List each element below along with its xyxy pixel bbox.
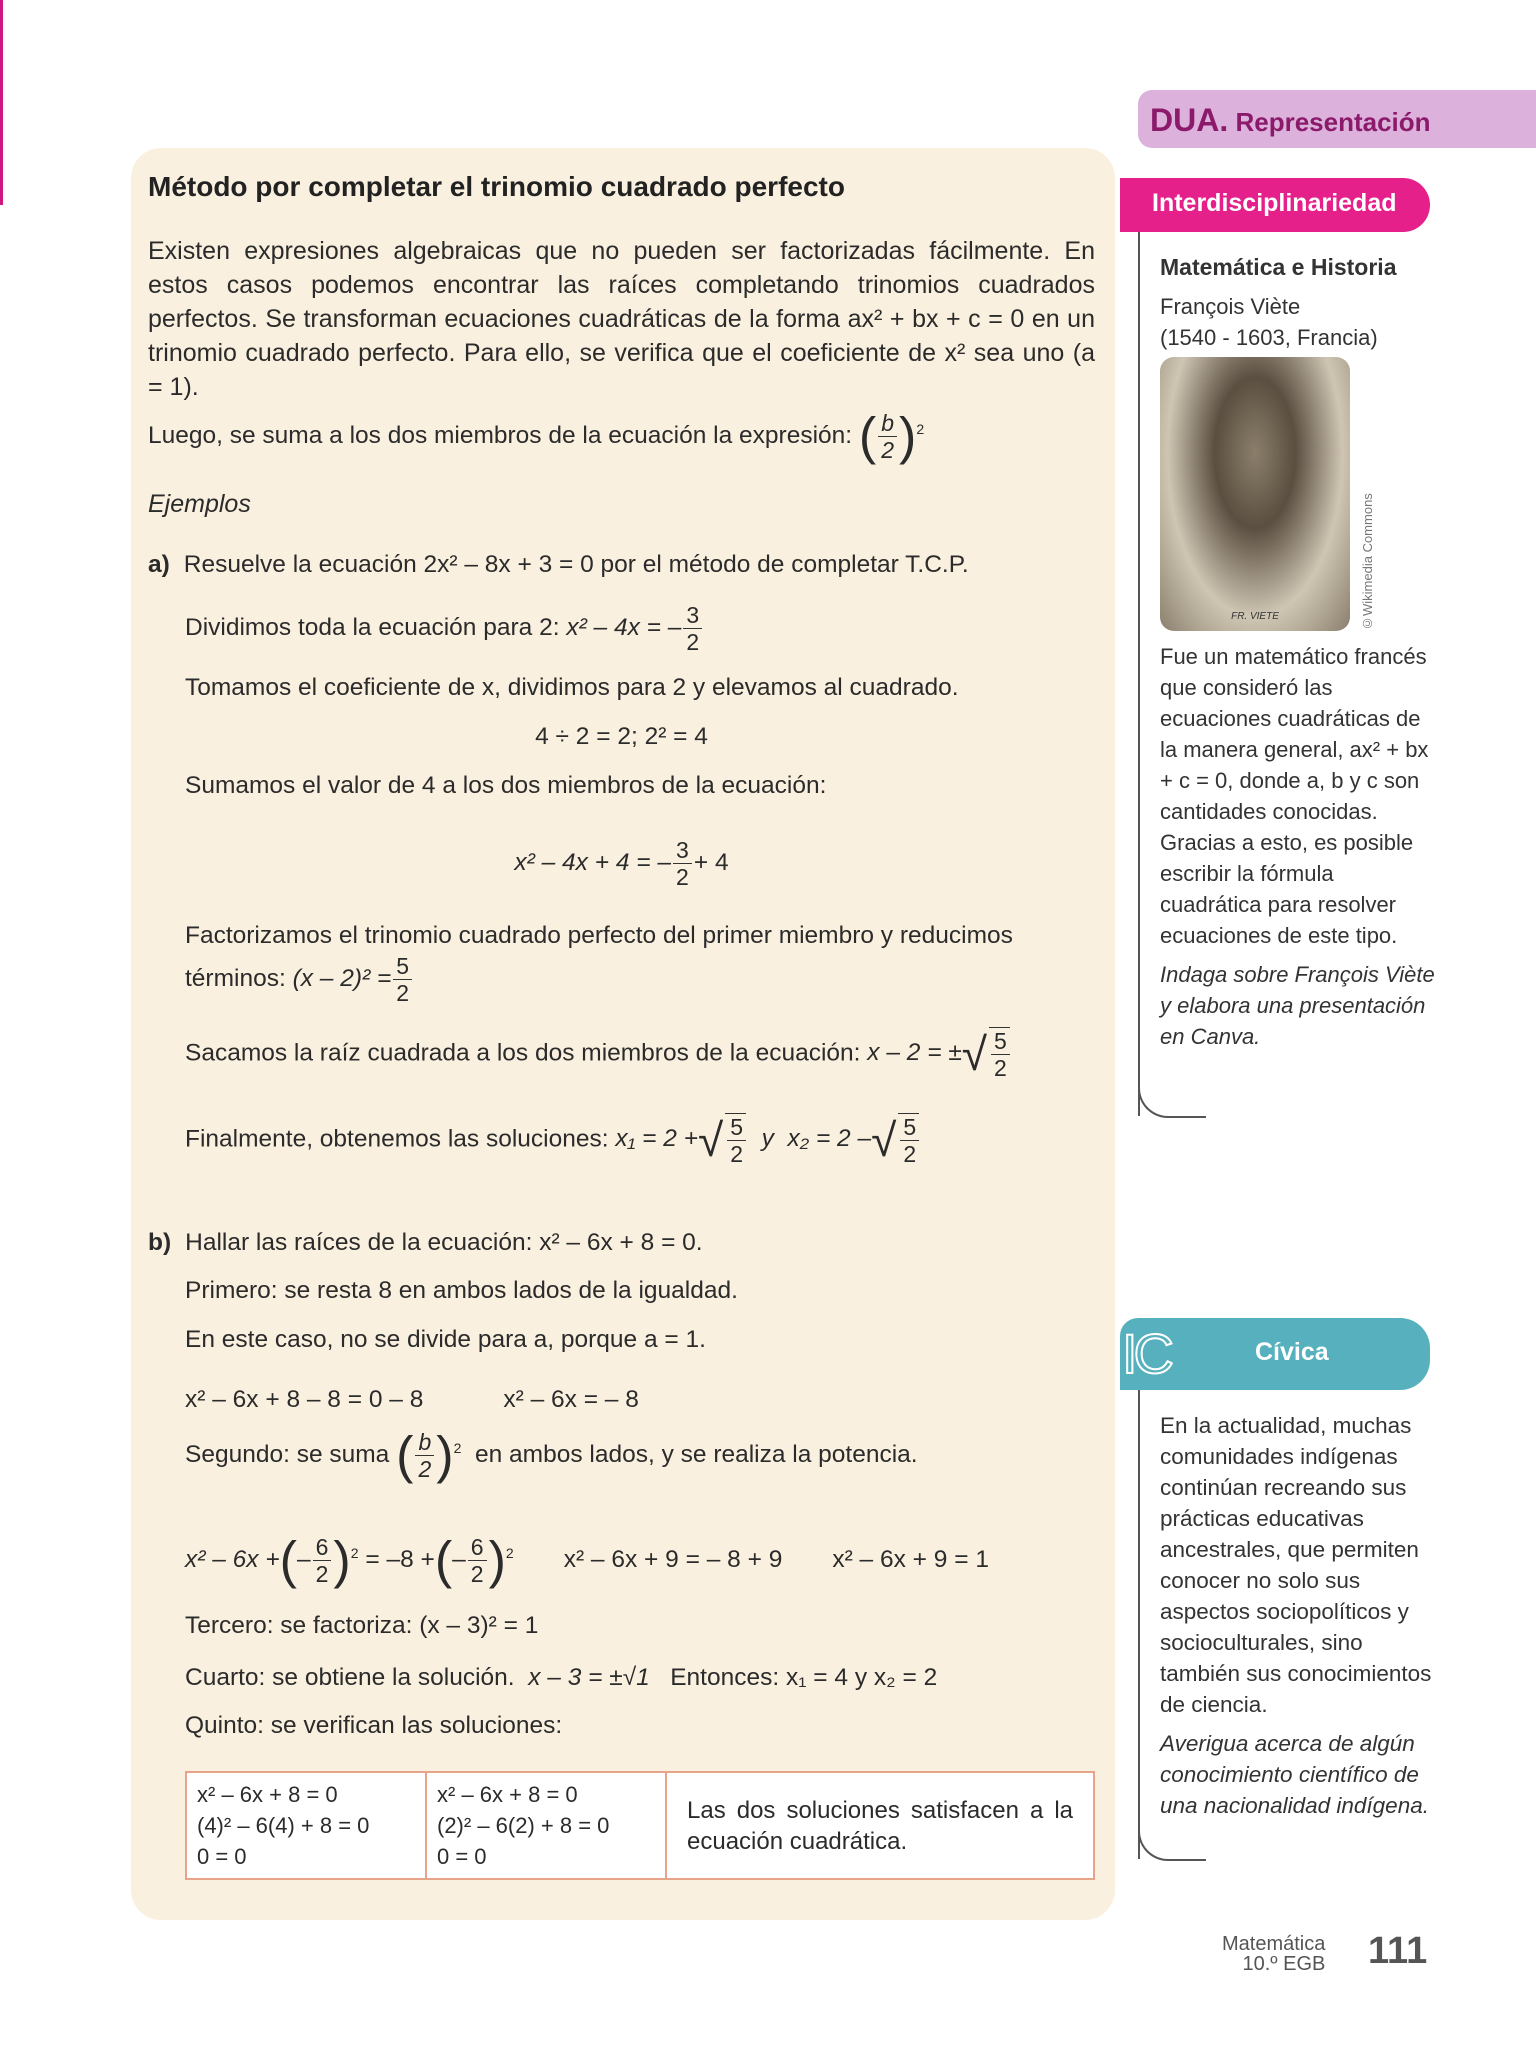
text: Sacamos la raíz cuadrada a los dos miembros de la ecuación: [185, 1039, 861, 1067]
b-over-2-squared [858, 407, 925, 466]
equation: x² – 4x = – [566, 613, 682, 641]
b-eq5: x² – 6x + 9 = 1 [832, 1546, 989, 1573]
sqrt-5-2: √ $\frac{5}{2}$ [871, 1113, 921, 1167]
text: términos: [185, 964, 286, 992]
b-step2 [148, 1426, 1095, 1511]
then: Entonces: x₁ = 4 y x₂ = 2 [670, 1664, 938, 1691]
line: (4)² – 6(4) + 8 = 0 [197, 1813, 370, 1838]
a-step3: Sumamos el valor de 4 a los dos miembros de la ecuación: [185, 772, 827, 799]
examples-heading: Ejemplos [148, 490, 251, 518]
label-b: b) [148, 1229, 172, 1256]
b-step1: Primero: se resta 8 en ambos lados de la igualdad. [185, 1277, 738, 1304]
text: Dividimos toda la ecuación para 2: [185, 613, 560, 641]
sqrt-5-2: √ $\frac{5}{2}$ [962, 1027, 1012, 1081]
interdisc-section [1138, 232, 1438, 1116]
fraction-3-2: $\frac{3}{2}$ [683, 602, 702, 655]
interdisc-heading: Matemática e Historia [1160, 254, 1397, 280]
example-b [148, 1226, 1095, 1274]
line: (2)² – 6(2) + 8 = 0 [437, 1813, 610, 1838]
a-step1 [148, 602, 1095, 671]
fraction-6-2: $\frac{6}{2}$ [313, 1534, 332, 1587]
image-credit: ©Wikimedia Commons [1360, 493, 1375, 631]
exponent: 2 [505, 1544, 514, 1561]
equation: x – 2 = ± [867, 1039, 962, 1067]
b-step4 [148, 1661, 1095, 1709]
and: y [761, 1125, 774, 1153]
luego-line [148, 407, 1095, 487]
lhs: x² – 6x + [185, 1545, 280, 1573]
verify-x4 [186, 1772, 426, 1879]
b-step3: Tercero: se factoriza: (x – 3)² = 1 [185, 1612, 539, 1639]
text: Cuarto: se obtiene la solución. [185, 1664, 515, 1691]
sqrt-5-2: √ $\frac{5}{2}$ [698, 1113, 748, 1167]
page-number: 111 [1368, 1930, 1428, 1972]
b-eq2: x² – 6x = – 8 [503, 1386, 639, 1413]
a-step4b [148, 953, 1095, 1027]
verification-table [185, 1771, 1095, 1880]
page-edge-marker [0, 0, 3, 205]
line: 0 = 0 [437, 1844, 487, 1869]
interdisc-tag: Interdisciplinariedad [1120, 178, 1430, 232]
a-step4: Factorizamos el trinomio cuadrado perfecto del primer miembro y reducimos [185, 922, 1013, 949]
a-step6 [148, 1113, 1095, 1226]
exponent: 2 [916, 420, 925, 437]
luego-text: Luego, se suma a los dos miembros de la ecuación la expresión: [148, 421, 853, 449]
interdisc-task: Indaga sobre François Viète y elabora una presentación en Canva. [1160, 962, 1435, 1049]
b-eq1: x² – 6x + 8 – 8 = 0 – 8 [185, 1386, 424, 1413]
dua-banner [1138, 90, 1536, 148]
interdisc-body: Fue un matemático francés que consideró las ecuaciones cuadráticas de la manera general, ax² + bx + c = 0, donde a, b y c son cantidades conocidas. Gracias a esto, es posible escribir la fórmula cuadrática para resolver ecuaciones de este tipo. [1160, 644, 1429, 948]
paren: ( [858, 407, 877, 466]
civica-section [1138, 1390, 1438, 1859]
footer-subject [1222, 1934, 1325, 1974]
paren: ) [899, 407, 917, 466]
civica-tag [1120, 1318, 1430, 1390]
solution-1: x₁ = 2 + [615, 1125, 698, 1153]
fraction-3-2: $\frac{3}{2}$ [673, 837, 692, 890]
mid: = –8 + [365, 1545, 435, 1573]
text: Segundo: se suma [185, 1440, 390, 1468]
line: x² – 6x + 8 = 0 [197, 1782, 338, 1807]
minus: – [296, 1545, 311, 1573]
paren: ) [333, 1531, 351, 1589]
text: Finalmente, obtenemos las soluciones: [185, 1125, 609, 1153]
paren: ) [436, 1426, 454, 1485]
b-over-2-squared [396, 1426, 462, 1485]
lhs: x² – 4x + 4 = – [514, 848, 672, 876]
grade: 10.º EGB [1242, 1953, 1326, 1975]
solutions-group [615, 1114, 921, 1167]
line: 0 = 0 [197, 1844, 247, 1869]
a-step2: Tomamos el coeficiente de x, dividimos para 2 y elevamos al cuadrado. [185, 674, 959, 701]
equation: (x – 2)² = [292, 964, 392, 992]
b-eq-row-2 [148, 1511, 1095, 1609]
example-a [148, 548, 1095, 602]
b-eq4: x² – 6x + 9 = – 8 + 9 [563, 1546, 783, 1573]
rhs: + 4 [693, 848, 729, 876]
b-eq-row-1 [148, 1371, 1095, 1429]
a-step2-eq: 4 ÷ 2 = 2; 2² = 4 [535, 723, 708, 750]
civica-body: En la actualidad, muchas comunidades indígenas continúan recreando sus prácticas educativas ancestrales, que permiten conocer no solo sus aspectos sociopolíticos y socioculturales, sino también sus conocimientos de ciencia. [1160, 1413, 1432, 1717]
fraction-5-2: $\frac{5}{2}$ [393, 953, 412, 1006]
b-step5: Quinto: se verifican las soluciones: [185, 1712, 563, 1739]
subject: Matemática [1222, 1933, 1326, 1955]
label-a: a) [148, 551, 170, 578]
text: en ambos lados, y se realiza la potencia. [475, 1440, 918, 1468]
portrait-row [1160, 357, 1438, 631]
verify-x2 [426, 1772, 666, 1879]
civica-icon: IC [1122, 1322, 1170, 1385]
solution-2: x₂ = 2 – [787, 1125, 872, 1153]
a-step3-eq [148, 837, 1095, 919]
conclusion: Las dos soluciones satisfacen a la ecuación cuadrática. [666, 1772, 1094, 1879]
fraction-6-2: $\frac{6}{2}$ [468, 1534, 487, 1587]
paren: ( [434, 1531, 453, 1589]
viete-portrait [1160, 357, 1350, 631]
content-box [131, 148, 1115, 1920]
line: x² – 6x + 8 = 0 [437, 1782, 578, 1807]
statement-a: Resuelve la ecuación 2x² – 8x + 3 = 0 por el método de completar T.C.P. [183, 551, 969, 578]
fraction-b-2: $\frac{b}{2}$ [415, 1429, 434, 1482]
b-step1b: En este caso, no se divide para a, porque a = 1. [185, 1326, 706, 1353]
civica-task: Averigua acerca de algún conocimiento científico de una nacionalidad indígena. [1160, 1731, 1429, 1818]
minus: – [452, 1545, 466, 1573]
exponent: 2 [350, 1544, 359, 1561]
paren: ) [488, 1531, 506, 1589]
dua-label: Representación [1235, 107, 1431, 137]
portrait-caption: FR. VIETE [1231, 611, 1279, 622]
paren: ( [279, 1531, 297, 1589]
paren: ( [396, 1426, 414, 1485]
table-row [186, 1772, 1094, 1879]
person-dates: (1540 - 1603, Francia) [1160, 325, 1378, 350]
equation-group [292, 953, 415, 1006]
equation-group [867, 1028, 1012, 1081]
b-eq3 [185, 1531, 514, 1589]
equation: x – 3 = ±√1 [528, 1664, 650, 1691]
intro-paragraph: Existen expresiones algebraicas que no pueden ser factorizadas fácilmente. En estos casos podemos encontrar las raíces completando trinomios cuadrados perfectos. Se transforman ecuaciones cuadráticas de la forma ax² + bx + c = 0 en un trinomio cuadrado perfecto. Para ello, se verifica que el coeficiente de x² sea uno (a = 1). [148, 237, 1095, 401]
equation-group [566, 602, 704, 655]
section-title: Método por completar el trinomio cuadrado perfecto [148, 171, 845, 202]
statement-b: Hallar las raíces de la ecuación: x² – 6x + 8 = 0. [185, 1229, 703, 1256]
fraction-b-2: $\frac{b}{2}$ [878, 410, 897, 463]
dua-strong: DUA. [1150, 102, 1229, 138]
sidebar [1120, 178, 1536, 1859]
person-name: François Viète [1160, 294, 1301, 319]
a-step5 [148, 1027, 1095, 1113]
civica-label: Cívica [1255, 1338, 1329, 1366]
exponent: 2 [453, 1439, 462, 1456]
